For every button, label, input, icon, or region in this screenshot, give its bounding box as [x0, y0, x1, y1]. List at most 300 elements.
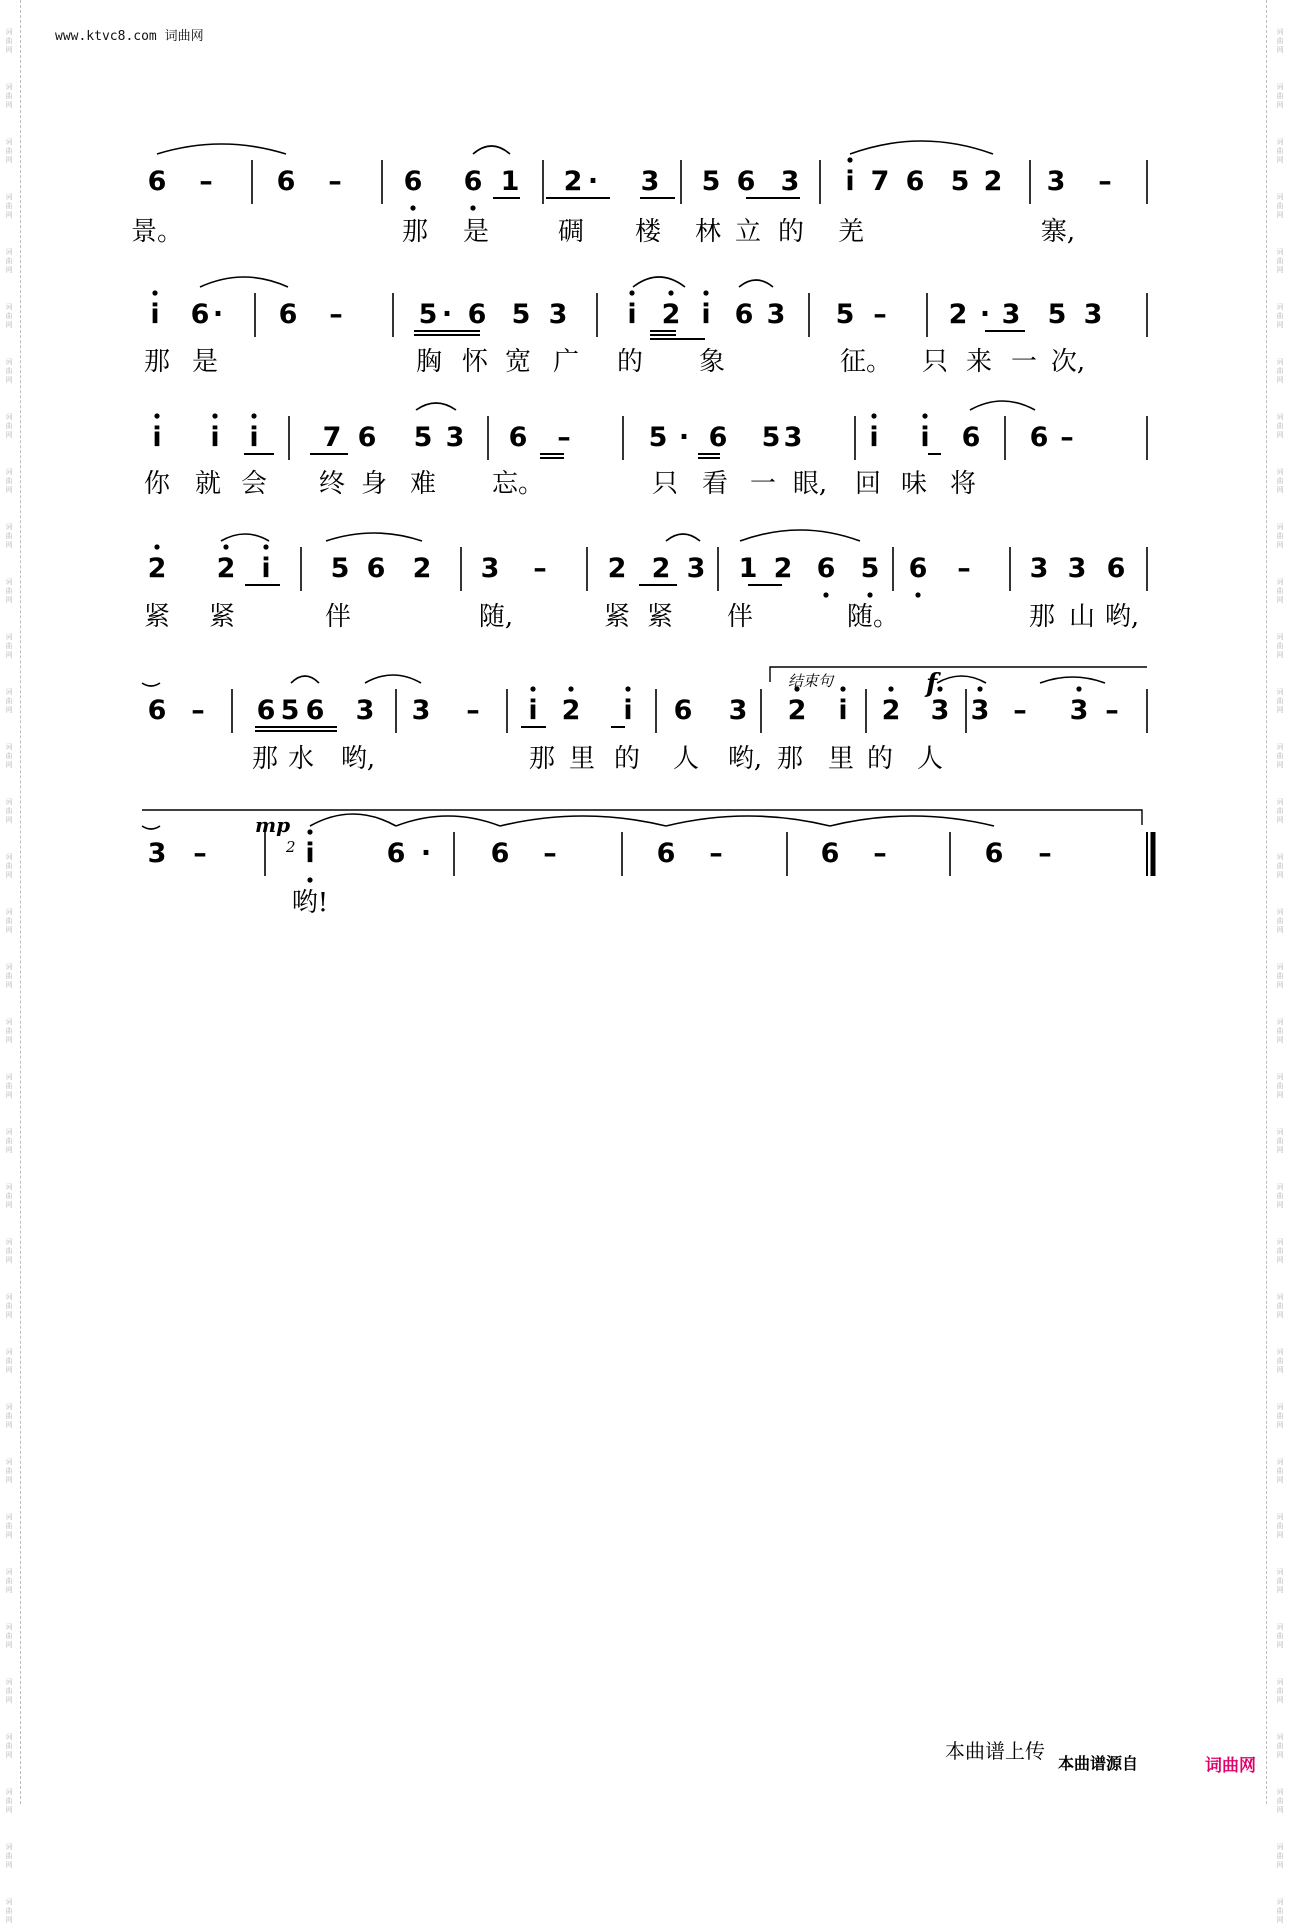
score-note: 5 — [860, 553, 880, 584]
score-note: – — [533, 553, 547, 584]
watermark-glyph: 词 曲 网 — [1276, 413, 1284, 439]
score-note: 3 — [147, 838, 167, 869]
watermark-glyph: 词 曲 网 — [1276, 688, 1284, 714]
score-note: 6 — [463, 166, 483, 197]
score-note: 6 — [1029, 422, 1049, 453]
watermark-glyph: 词 曲 网 — [1276, 578, 1284, 604]
slur — [473, 146, 510, 154]
score-note: 6 — [190, 299, 210, 330]
octave-dot-up — [307, 829, 312, 834]
score-note: i — [845, 166, 855, 197]
lyric-char: 的 — [613, 744, 641, 774]
watermark-glyph: 词 曲 网 — [1276, 358, 1284, 384]
lyric-char: 回 — [854, 469, 882, 499]
score-note: 2 — [563, 166, 583, 197]
footer-source-text: 本曲谱源自 — [1058, 1754, 1139, 1773]
score-note: 2 — [787, 695, 807, 726]
watermark-glyph: 词 曲 网 — [5, 963, 13, 989]
score-note: 5 — [835, 299, 855, 330]
score-note: 3 — [411, 695, 431, 726]
score-note: 6 — [490, 838, 510, 869]
lyric-char: 眼, — [792, 469, 828, 499]
lyric-char: 立 — [734, 217, 762, 247]
score-note: 6 — [305, 695, 325, 726]
score-note: 2 — [651, 553, 671, 584]
watermark-glyph: 词 曲 网 — [5, 1073, 13, 1099]
score-note: 6 — [357, 422, 377, 453]
watermark-glyph: 词 曲 网 — [1276, 1458, 1284, 1484]
octave-dot-up — [703, 290, 708, 295]
lyric-char: 羌 — [837, 217, 865, 247]
lyric-char: 哟, — [1104, 602, 1140, 632]
lyric-char: 那 — [528, 744, 556, 774]
lyric-char: 那 — [1028, 602, 1056, 632]
score-note: 3 — [548, 299, 568, 330]
lyric-char: 那 — [401, 217, 429, 247]
grace-note: 2 — [286, 838, 296, 856]
score-note: 6 — [820, 838, 840, 869]
score-note: 5 — [950, 166, 970, 197]
octave-dot-up — [625, 686, 630, 691]
score-note: – — [199, 166, 213, 197]
watermark-glyph: 词 曲 网 — [1276, 1843, 1284, 1869]
score-note: 2 — [948, 299, 968, 330]
score-note: i — [210, 422, 220, 453]
watermark-glyph: 词 曲 网 — [1276, 798, 1284, 824]
octave-dot-up — [1076, 686, 1081, 691]
score-note: 5 — [761, 422, 781, 453]
score-note: 6 — [467, 299, 487, 330]
lyric-char: 身 — [360, 469, 388, 499]
watermark-glyph: 词 曲 网 — [1276, 1898, 1284, 1924]
watermark-glyph: 词 曲 网 — [5, 1128, 13, 1154]
score-note: 6 — [366, 553, 386, 584]
slur — [416, 403, 456, 410]
score-note: 3 — [445, 422, 465, 453]
watermark-glyph: 词 曲 网 — [1276, 83, 1284, 109]
score-note: 2 — [216, 553, 236, 584]
score-note: 6 — [673, 695, 693, 726]
watermark-glyph: 词 曲 网 — [1276, 633, 1284, 659]
watermark-glyph: 词 曲 网 — [1276, 468, 1284, 494]
score-note: 2 — [561, 695, 581, 726]
score-note: i — [920, 422, 930, 453]
score-note: 6 — [734, 299, 754, 330]
lyric-char: 随。 — [846, 602, 900, 632]
lyric-char: 的 — [866, 744, 894, 774]
lyric-char: 难 — [409, 469, 437, 499]
slur — [291, 676, 319, 683]
lyric-char: 你 — [143, 469, 171, 499]
octave-dot-down — [410, 205, 415, 210]
watermark-glyph: 词 曲 网 — [5, 1843, 13, 1869]
score-note: 6 — [276, 166, 296, 197]
site-name: 词曲网 — [164, 29, 204, 44]
ending-bracket-bottom — [142, 810, 1142, 825]
watermark-glyph: 词 曲 网 — [5, 1293, 13, 1319]
lyric-char: 林 — [694, 217, 722, 247]
score-note: 5 — [511, 299, 531, 330]
watermark-glyph: 词 曲 网 — [5, 1018, 13, 1044]
watermark-glyph: 词 曲 网 — [5, 1568, 13, 1594]
watermark-glyph: 词 曲 网 — [1276, 1678, 1284, 1704]
score-note: 6 — [961, 422, 981, 453]
score-note: i — [623, 695, 633, 726]
lyric-char: 味 — [900, 469, 928, 499]
octave-dot-down — [307, 877, 312, 882]
score-note: 3 — [1069, 695, 1089, 726]
score-note: 6 — [386, 838, 406, 869]
lyric-char: 只 — [651, 469, 679, 499]
score-note: i — [627, 299, 637, 330]
watermark-glyph: 词 曲 网 — [1276, 908, 1284, 934]
score-note: 6 — [905, 166, 925, 197]
score-note: 5 — [413, 422, 433, 453]
watermark-glyph: 词 曲 网 — [1276, 853, 1284, 879]
lyric-char: 那 — [776, 744, 804, 774]
score-note: 5 — [330, 553, 350, 584]
slur — [666, 534, 700, 541]
slur — [326, 533, 422, 541]
lyric-char: 伴 — [324, 602, 352, 632]
score-note: 2 — [773, 553, 793, 584]
octave-dot-up — [629, 290, 634, 295]
watermark-glyph: 词 曲 网 — [1276, 248, 1284, 274]
slur — [830, 816, 994, 826]
octave-dot-up — [922, 413, 927, 418]
score-note: 6 — [816, 553, 836, 584]
watermark-glyph: 词 曲 网 — [5, 1183, 13, 1209]
watermark-glyph: 词 曲 网 — [5, 798, 13, 824]
lyric-char: 紧 — [208, 602, 236, 632]
score-note: i — [150, 299, 160, 330]
watermark-glyph: 词 曲 网 — [1276, 28, 1284, 54]
watermark-glyph: 词 曲 网 — [5, 1513, 13, 1539]
watermark-glyph: 词 曲 网 — [5, 1458, 13, 1484]
watermark-glyph: 词 曲 网 — [1276, 138, 1284, 164]
watermark-glyph: 词 曲 网 — [5, 908, 13, 934]
score-note: 6 — [147, 695, 167, 726]
watermark-glyph: 词 曲 网 — [5, 303, 13, 329]
score-note: 2 — [881, 695, 901, 726]
footer-upload-text: 本曲谱上传 — [945, 1739, 1045, 1763]
lyric-char: 终 — [318, 469, 346, 499]
watermark-glyph: 词 曲 网 — [5, 193, 13, 219]
score-note: 3 — [1067, 553, 1087, 584]
lyric-char: 看 — [701, 469, 729, 499]
octave-dot-up — [263, 544, 268, 549]
score-note: – — [873, 838, 887, 869]
score-note: 5 — [418, 299, 438, 330]
score-note: · — [678, 422, 690, 453]
watermark-glyph: 词 曲 网 — [5, 1348, 13, 1374]
lyric-char: 一 — [1010, 347, 1038, 377]
score-note: 3 — [1046, 166, 1066, 197]
score-note: 3 — [780, 166, 800, 197]
score-note: · — [979, 299, 991, 330]
lyric-char: 来 — [965, 347, 993, 377]
score-note: 6 — [278, 299, 298, 330]
score-note: 2 — [412, 553, 432, 584]
lyric-char: 次, — [1050, 347, 1086, 377]
score-note: 3 — [1029, 553, 1049, 584]
score-note: – — [709, 838, 723, 869]
score-note: 3 — [1001, 299, 1021, 330]
score-note: – — [873, 299, 887, 330]
score-note: 3 — [728, 695, 748, 726]
score-note: – — [1105, 695, 1119, 726]
score-note: 3 — [930, 695, 950, 726]
lyric-char: 人 — [916, 744, 944, 774]
slur — [850, 141, 993, 154]
site-url[interactable]: www.ktvc8.com — [55, 29, 157, 44]
score-note: 3 — [783, 422, 803, 453]
score-note: i — [869, 422, 879, 453]
lyric-char: 宽 — [504, 347, 532, 377]
slur — [221, 534, 269, 541]
score-note: 5 — [280, 695, 300, 726]
slur — [157, 144, 286, 154]
score-note: 6 — [256, 695, 276, 726]
watermark-glyph: 词 曲 网 — [5, 1238, 13, 1264]
slur — [310, 814, 396, 826]
score-note: 1 — [738, 553, 758, 584]
watermark-glyph: 词 曲 网 — [1276, 523, 1284, 549]
score-note: 3 — [766, 299, 786, 330]
watermark-glyph: 词 曲 网 — [1276, 1513, 1284, 1539]
watermark-glyph: 词 曲 网 — [5, 633, 13, 659]
lyric-char: 就 — [194, 469, 222, 499]
score-note: · — [420, 838, 432, 869]
watermark-glyph: 词 曲 网 — [5, 688, 13, 714]
score-note: 6 — [508, 422, 528, 453]
score-note: 3 — [355, 695, 375, 726]
watermark-glyph: 词 曲 网 — [1276, 303, 1284, 329]
score-note: – — [466, 695, 480, 726]
watermark-glyph: 词 曲 网 — [5, 578, 13, 604]
lyric-char: 景。 — [130, 217, 184, 247]
lyric-char: 紧 — [143, 602, 171, 632]
score-note: 6 — [403, 166, 423, 197]
lyric-char: 征。 — [839, 347, 893, 377]
score-note: – — [191, 695, 205, 726]
octave-dot-up — [251, 413, 256, 418]
watermark-glyph: 词 曲 网 — [5, 1733, 13, 1759]
lyric-char: 只 — [921, 347, 949, 377]
octave-dot-up — [840, 686, 845, 691]
score-note: 7 — [322, 422, 342, 453]
octave-dot-down — [470, 205, 475, 210]
dynamic-forte: f — [926, 669, 938, 699]
watermark-glyph: 词 曲 网 — [1276, 1788, 1284, 1814]
watermark-glyph: 词 曲 网 — [5, 248, 13, 274]
score-note: i — [305, 838, 315, 869]
slur — [142, 683, 160, 686]
score-note: – — [1013, 695, 1027, 726]
score-note: 3 — [640, 166, 660, 197]
watermark-glyph: 词 曲 网 — [1276, 1348, 1284, 1374]
slur — [142, 826, 160, 829]
score-note: · — [587, 166, 599, 197]
score-note: i — [838, 695, 848, 726]
lyric-char: 紧 — [646, 602, 674, 632]
octave-dot-up — [937, 686, 942, 691]
slur — [970, 401, 1035, 410]
watermark-glyph: 词 曲 网 — [1276, 1293, 1284, 1319]
octave-dot-down — [823, 592, 828, 597]
octave-dot-up — [152, 290, 157, 295]
watermark-glyph: 词 曲 网 — [5, 743, 13, 769]
score-note: – — [543, 838, 557, 869]
watermark-glyph: 词 曲 网 — [5, 1898, 13, 1924]
slur — [200, 277, 288, 287]
score-note: 2 — [607, 553, 627, 584]
lyric-char: 哟, — [340, 744, 376, 774]
score-note: i — [528, 695, 538, 726]
lyric-char: 那 — [251, 744, 279, 774]
lyric-char: 象 — [698, 347, 726, 377]
lyric-char: 那 — [143, 347, 171, 377]
watermark-glyph: 词 曲 网 — [5, 413, 13, 439]
octave-dot-up — [668, 290, 673, 295]
octave-dot-down — [867, 592, 872, 597]
watermark-glyph: 词 曲 网 — [5, 468, 13, 494]
score-note: 2 — [661, 299, 681, 330]
watermark-glyph: 词 曲 网 — [1276, 1128, 1284, 1154]
lyric-char: 紧 — [603, 602, 631, 632]
lyric-char: 怀 — [461, 347, 489, 377]
octave-dot-up — [530, 686, 535, 691]
octave-dot-up — [888, 686, 893, 691]
score-note: – — [957, 553, 971, 584]
score-note: 6 — [736, 166, 756, 197]
lyric-char: 山 — [1068, 602, 1096, 632]
lyric-char: 一 — [749, 469, 777, 499]
watermark-glyph: 词 曲 网 — [5, 358, 13, 384]
underlines — [244, 198, 1025, 731]
slur — [740, 530, 860, 541]
octave-dot-up — [212, 413, 217, 418]
lyric-char: 碉 — [557, 217, 585, 247]
slur — [633, 277, 685, 287]
slur — [365, 675, 421, 683]
score-note: 2 — [983, 166, 1003, 197]
watermark-glyph: 词 曲 网 — [1276, 743, 1284, 769]
octave-dot-up — [223, 544, 228, 549]
dynamic-mezzo-piano: mp — [255, 813, 291, 837]
watermark-glyph: 词 曲 网 — [5, 523, 13, 549]
score-note: i — [261, 553, 271, 584]
section-label: 结束句 — [788, 672, 834, 690]
score-note: 6 — [984, 838, 1004, 869]
watermark-glyph: 词 曲 网 — [1276, 1183, 1284, 1209]
slur — [396, 816, 500, 826]
score-note: 1 — [500, 166, 520, 197]
lyric-char: 是 — [462, 217, 490, 247]
score-note: – — [1038, 838, 1052, 869]
lyric-char: 人 — [672, 744, 700, 774]
score-note: 2 — [147, 553, 167, 584]
lyric-char: 将 — [949, 469, 977, 499]
score-note: 3 — [1083, 299, 1103, 330]
score-note: i — [152, 422, 162, 453]
score-note: 5 — [1047, 299, 1067, 330]
score-note: 3 — [686, 553, 706, 584]
footer-brand[interactable]: 词曲网 — [1205, 1756, 1256, 1776]
watermark-glyph: 词 曲 网 — [1276, 963, 1284, 989]
score-note: – — [193, 838, 207, 869]
octave-dot-down — [915, 592, 920, 597]
lyric-char: 伴 — [726, 602, 754, 632]
score-note: 5 — [701, 166, 721, 197]
octave-dot-up — [871, 413, 876, 418]
watermark-glyph: 词 曲 网 — [5, 1788, 13, 1814]
score-note: – — [1060, 422, 1074, 453]
score-note: 6 — [656, 838, 676, 869]
lyric-char: 广 — [552, 347, 580, 377]
score-note: – — [329, 299, 343, 330]
lyric-char: 的 — [616, 347, 644, 377]
lyric-char: 里 — [568, 744, 596, 774]
watermark-glyph: 词 曲 网 — [1276, 1238, 1284, 1264]
slur — [1040, 677, 1105, 683]
score-note: 7 — [870, 166, 890, 197]
slur — [666, 816, 830, 826]
score-note: 5 — [648, 422, 668, 453]
lyric-char: 忘。 — [491, 469, 545, 499]
octave-dot-up — [847, 157, 852, 162]
score-note: – — [1098, 166, 1112, 197]
octave-dot-up — [154, 544, 159, 549]
lyric-char: 是 — [191, 347, 219, 377]
score-note: – — [557, 422, 571, 453]
slur — [739, 280, 773, 287]
lyric-char: 会 — [240, 469, 268, 499]
watermark-glyph: 词 曲 网 — [1276, 1568, 1284, 1594]
score-note: 6 — [1106, 553, 1126, 584]
slur — [937, 676, 986, 683]
score-note: 3 — [970, 695, 990, 726]
watermark-glyph: 词 曲 网 — [5, 853, 13, 879]
watermark-glyph: 词 曲 网 — [5, 1623, 13, 1649]
lyric-char: 水 — [287, 744, 315, 774]
watermark-glyph: 词 曲 网 — [5, 138, 13, 164]
lyric-char: 哟, — [727, 744, 763, 774]
watermark-glyph: 词 曲 网 — [1276, 193, 1284, 219]
score-note: i — [249, 422, 259, 453]
lyric-char: 哟! — [291, 888, 329, 918]
lyric-char: 胸 — [415, 347, 443, 377]
slur — [500, 816, 666, 826]
score-note: · — [441, 299, 453, 330]
watermark-glyph: 词 曲 网 — [1276, 1018, 1284, 1044]
watermark-glyph: 词 曲 网 — [1276, 1403, 1284, 1429]
watermark-glyph: 词 曲 网 — [5, 28, 13, 54]
lyric-char: 的 — [777, 217, 805, 247]
score-note: 6 — [147, 166, 167, 197]
score-note: – — [328, 166, 342, 197]
octave-dot-up — [154, 413, 159, 418]
lyric-char: 里 — [827, 744, 855, 774]
lyric-char: 寨, — [1040, 217, 1076, 247]
watermark-glyph: 词 曲 网 — [5, 83, 13, 109]
octave-dot-up — [568, 686, 573, 691]
octave-dot-up — [977, 686, 982, 691]
watermark-glyph: 词 曲 网 — [1276, 1623, 1284, 1649]
lyric-char: 随, — [478, 602, 514, 632]
score-note: i — [701, 299, 711, 330]
watermark-glyph: 词 曲 网 — [1276, 1733, 1284, 1759]
